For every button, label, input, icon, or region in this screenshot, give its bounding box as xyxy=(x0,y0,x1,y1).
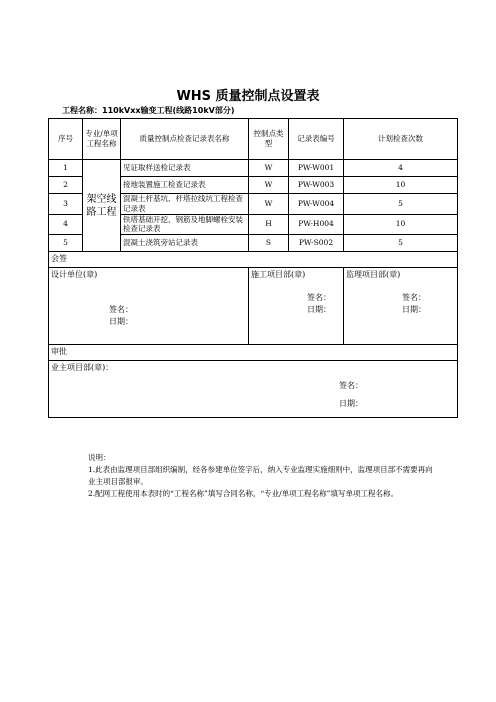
row-plan-count: 5 xyxy=(344,194,458,215)
row-no: 3 xyxy=(49,194,83,215)
row-plan-count: 5 xyxy=(344,235,458,252)
sign-label: 签名： xyxy=(339,381,363,390)
row-control-type: S xyxy=(249,235,289,252)
row-record-code: PW-H004 xyxy=(289,214,344,235)
owner-dept-cell xyxy=(49,361,458,418)
construction-signature xyxy=(307,292,343,316)
approval-row xyxy=(49,345,458,361)
header-record-no: 记录表编号 xyxy=(289,119,344,160)
row-no: 2 xyxy=(49,177,83,194)
row-plan-count: 4 xyxy=(344,160,458,177)
row-no: 4 xyxy=(49,214,83,235)
supervision-dept-label: 监理项目部(章) xyxy=(346,270,401,279)
table-row xyxy=(49,160,458,177)
owner-dept-label: 业主项目部(章)： xyxy=(51,363,114,372)
design-signature xyxy=(109,304,248,328)
row-record-name: 混凝土杆基坑、杆塔拉线坑工程检查记录表 xyxy=(121,194,249,215)
row-record-code: PW-W004 xyxy=(289,194,344,215)
row-control-type: H xyxy=(249,214,289,235)
notes-section xyxy=(88,452,436,500)
header-plan-count: 计划检查次数 xyxy=(344,119,458,160)
sign-label: 签名： xyxy=(109,305,133,314)
project-name: 工程名称：110kVxx输变工程(线路10kV部分) xyxy=(62,106,235,115)
row-record-code: PW-S002 xyxy=(289,235,344,252)
row-control-type: W xyxy=(249,177,289,194)
row-record-code: PW-W003 xyxy=(289,177,344,194)
date-label: 日期： xyxy=(402,305,426,314)
notes-heading: 说明： xyxy=(88,453,111,462)
owner-signature xyxy=(339,377,363,412)
row-record-name: 混凝土浇筑旁站记录表 xyxy=(121,235,249,252)
row-record-name: 见证取样送检记录表 xyxy=(121,160,249,177)
row-plan-count: 10 xyxy=(344,214,458,235)
row-no: 1 xyxy=(49,160,83,177)
note-item: 2.配网工程使用本表时的“工程名称”填写合同名称，“专业/单项工程名称”填写单项工程名称。 xyxy=(88,489,399,498)
design-unit-cell xyxy=(49,268,249,345)
date-label: 日期： xyxy=(307,305,331,314)
row-control-type: W xyxy=(249,194,289,215)
row-plan-count: 10 xyxy=(344,177,458,194)
countersign-sign-row xyxy=(49,268,458,345)
row-record-code: PW-W001 xyxy=(289,160,344,177)
date-label: 日期： xyxy=(339,398,363,408)
header-no: 序号 xyxy=(49,119,83,160)
countersign-label: 会签 xyxy=(49,252,458,268)
construction-dept-label: 施工项目部(章) xyxy=(251,270,306,279)
header-record-name: 质量控制点检查记录表名称 xyxy=(121,119,249,160)
row-record-name: 铁塔基础开挖、钢筋及地脚螺栓安装检查记录表 xyxy=(121,214,249,235)
header-control-type: 控制点类型 xyxy=(249,119,289,160)
date-label: 日期： xyxy=(109,317,133,326)
header-sub-project: 专业/单项工程名称 xyxy=(83,119,121,160)
approval-sign-row xyxy=(49,361,458,418)
sign-label: 签名： xyxy=(307,293,331,302)
supervision-dept-cell xyxy=(344,268,458,345)
quality-control-table xyxy=(48,118,458,418)
approval-label: 审批 xyxy=(49,345,458,361)
sign-label: 签名： xyxy=(402,293,426,302)
page-title: WHS 质量控制点设置表 xyxy=(176,89,320,104)
table-header-row xyxy=(49,119,458,160)
row-control-type: W xyxy=(249,160,289,177)
note-item: 1.此表由监理项目部组织编制，经各参建单位签字后，纳入专业监理实施细则中，监理项目部不需要再向业主项目部报审。 xyxy=(88,465,433,486)
row-no: 5 xyxy=(49,235,83,252)
supervision-signature xyxy=(402,292,457,316)
countersign-row xyxy=(49,252,458,268)
row-record-name: 接地装置施工检查记录表 xyxy=(121,177,249,194)
design-unit-label: 设计单位(章) xyxy=(51,270,98,279)
construction-dept-cell xyxy=(249,268,344,345)
group-label: 架空线路工程 xyxy=(83,160,121,252)
